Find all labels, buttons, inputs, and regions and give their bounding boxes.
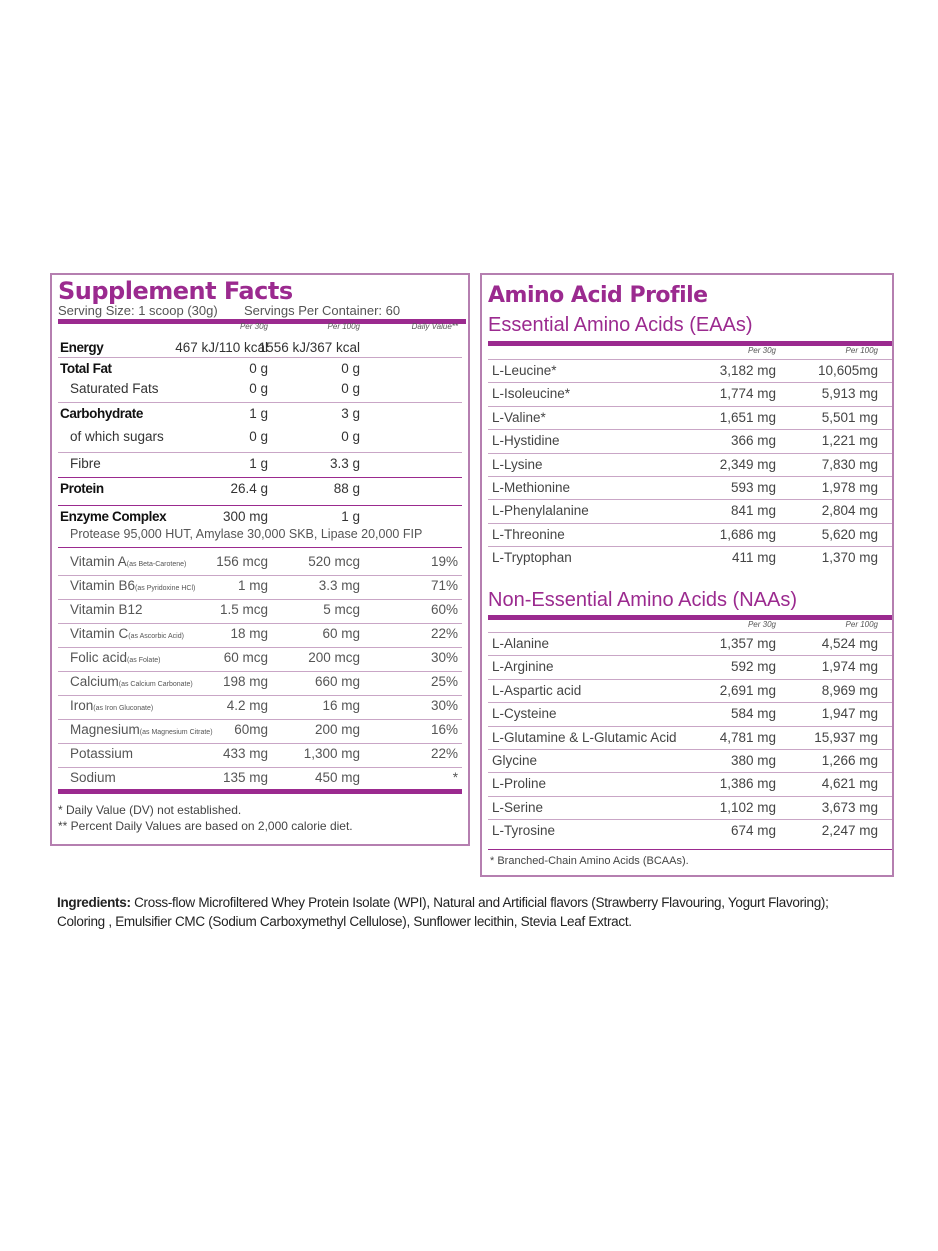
vitamin-note: (as Folate) [127, 657, 161, 664]
amino-per30: 366 mg [730, 433, 776, 449]
vitamin-per100: 5 mcg [323, 602, 360, 617]
amino-per100: 4,621 mg [821, 776, 878, 792]
vitamin-dv: 22% [430, 626, 458, 641]
amino-name: L-Proline [492, 776, 547, 792]
vitamin-row [52, 719, 468, 741]
divider [58, 599, 462, 600]
vitamin-row [52, 575, 468, 597]
vitamin-label: Potassium [70, 746, 134, 761]
amino-per100: 2,247 mg [821, 823, 878, 839]
vitamin-row [52, 599, 468, 621]
amino-name: L-Phenylalanine [492, 503, 589, 519]
nutrient-per30: 467 kJ/110 kcal [175, 340, 268, 355]
ingredients [57, 893, 857, 931]
vitamin-row [52, 671, 468, 693]
vitamin-name [70, 743, 133, 768]
amino-name: L-Glutamine & L-Glutamic Acid [492, 729, 677, 745]
vitamin-label: Vitamin B12 [70, 602, 143, 617]
vitamin-row [52, 767, 468, 789]
vitamin-label: Sodium [70, 770, 116, 785]
header-per100: Per 100g [845, 620, 878, 629]
amino-per100: 15,937 mg [814, 729, 878, 745]
amino-row [482, 547, 892, 569]
divider [58, 575, 462, 576]
vitamin-name [70, 575, 195, 600]
amino-per100: 1,266 mg [821, 753, 878, 768]
header-per100: Per 100g [845, 346, 878, 355]
vitamin-label: Vitamin B6 [70, 578, 136, 593]
amino-name: L-Threonine [492, 526, 565, 542]
nutrient-label: Protein [60, 481, 104, 496]
nutrient-label: of which sugars [70, 429, 164, 444]
serving-size: Serving Size: 1 scoop (30g) [58, 303, 218, 318]
nutrient-row [52, 506, 468, 528]
ingredients-text: Cross-flow Microfiltered Whey Protein Isolate (WPI), Natural and Artificial flavors (Strawberry Flavouring, Yogurt Flavoring); Coloring , Emulsifier CMC (Sodium Carboxymethyl Cellulose), Sunflower lecithin, Stevia Leaf Extract. [57, 895, 829, 929]
nutrient-label: Saturated Fats [70, 381, 159, 396]
amino-per30: 1,651 mg [719, 409, 776, 425]
vitamin-name [70, 671, 193, 696]
divider [58, 743, 462, 744]
servings-per-container: Servings Per Container: 60 [244, 303, 401, 318]
nutrient-label: Enzyme Complex [60, 509, 167, 524]
amino-per100: 1,947 mg [821, 706, 878, 722]
vitamin-dv: 16% [430, 722, 458, 737]
amino-per30: 1,386 mg [719, 776, 776, 792]
amino-row [482, 524, 892, 546]
amino-per30: 1,686 mg [719, 526, 776, 542]
amino-per100: 10,605mg [817, 363, 878, 378]
vitamin-per100: 520 mcg [308, 554, 360, 569]
vitamin-per30: 135 mg [222, 770, 268, 785]
amino-per100: 8,969 mg [821, 682, 878, 698]
amino-name: L-Isoleucine* [492, 386, 571, 402]
vitamin-note: (as Beta-Carotene) [126, 561, 187, 568]
nutrient-per30: 1 g [249, 456, 268, 471]
amino-per30: 592 mg [730, 659, 776, 675]
amino-row [482, 680, 892, 702]
nutrient-per100: 88 g [333, 481, 360, 496]
vitamin-name [70, 719, 213, 744]
vitamin-per30: 60mg [234, 722, 268, 737]
amino-name: Glycine [492, 753, 538, 768]
nutrient-per100: 3.3 g [329, 456, 360, 471]
vitamin-per30: 60 mcg [223, 650, 268, 665]
footnote-dv: * Daily Value (DV) not established. [58, 803, 242, 817]
vitamin-note: (as Magnesium Citrate) [139, 729, 213, 736]
nutrient-per30: 26.4 g [230, 481, 268, 496]
vitamin-per30: 1 mg [237, 578, 268, 593]
amino-name: L-Aspartic acid [492, 682, 582, 698]
vitamin-row [52, 743, 468, 765]
nutrient-per100: 0 g [341, 361, 360, 376]
amino-per30: 674 mg [730, 823, 776, 839]
amino-row [482, 500, 892, 522]
vitamin-name [70, 695, 153, 720]
footnote-percent: ** Percent Daily Values are based on 2,000 calorie diet. [58, 819, 353, 833]
nutrient-per30: 300 mg [222, 509, 268, 524]
vitamin-row [52, 551, 468, 573]
nutrient-row [52, 403, 468, 425]
amino-per100: 3,673 mg [821, 799, 878, 815]
nutrient-row [52, 358, 468, 380]
nutrient-per100: 0 g [341, 429, 360, 444]
amino-name: L-Methionine [492, 480, 571, 495]
column-headers [52, 320, 468, 334]
divider [58, 719, 462, 720]
nutrient-per30: 0 g [249, 361, 268, 376]
amino-per30: 1,102 mg [719, 799, 776, 815]
amino-per30: 593 mg [730, 480, 776, 495]
naa-title: Non-Essential Amino Acids (NAAs) [488, 589, 798, 611]
amino-row [482, 477, 892, 499]
nutrient-per100: 3 g [341, 406, 360, 421]
vitamin-note: (as Iron Gluconate) [93, 705, 154, 712]
amino-name: L-Hystidine [492, 433, 560, 449]
vitamin-per30: 4.2 mg [226, 698, 268, 713]
nutrient-per100: 1556 kJ/367 kcal [258, 340, 360, 355]
ingredients-label: Ingredients: [57, 895, 131, 910]
amino-row [482, 633, 892, 655]
vitamin-dv: 60% [430, 602, 458, 617]
amino-title: Amino Acid Profile [488, 283, 708, 308]
vitamin-row [52, 695, 468, 717]
amino-name: L-Valine* [492, 409, 546, 425]
divider [58, 452, 462, 453]
header-per100: Per 100g [327, 322, 360, 331]
amino-row [482, 656, 892, 678]
divider [488, 849, 892, 850]
nutrient-label: Carbohydrate [60, 406, 143, 421]
divider [58, 767, 462, 768]
vitamin-label: Folic acid [70, 650, 128, 665]
amino-per30: 380 mg [730, 753, 776, 768]
amino-per100: 5,501 mg [821, 409, 878, 425]
vitamin-note: (as Pyridoxine HCl) [135, 585, 196, 592]
amino-per100: 1,978 mg [821, 480, 878, 495]
vitamin-dv: 25% [430, 674, 458, 689]
amino-per30: 411 mg [731, 550, 776, 566]
vitamin-dv: 30% [430, 698, 458, 713]
divider [58, 671, 462, 672]
nutrient-per30: 0 g [249, 381, 268, 396]
amino-row [482, 703, 892, 725]
vitamin-row [52, 647, 468, 669]
amino-row [482, 430, 892, 452]
nutrient-row [52, 426, 468, 448]
divider [58, 695, 462, 696]
supplement-facts-panel [50, 273, 470, 846]
divider-bar [58, 789, 462, 794]
amino-name: L-Leucine* [492, 363, 557, 378]
amino-per30: 4,781 mg [719, 729, 776, 745]
nutrient-per30: 0 g [249, 429, 268, 444]
amino-name: L-Alanine [492, 636, 550, 651]
vitamin-label: Vitamin C [70, 626, 129, 641]
vitamin-row [52, 623, 468, 645]
amino-row [482, 383, 892, 405]
amino-row [482, 407, 892, 429]
nutrient-label: Energy [60, 340, 104, 355]
eaa-column-headers [482, 345, 892, 357]
amino-per100: 4,524 mg [821, 636, 878, 651]
vitamin-per30: 198 mg [222, 674, 268, 689]
amino-per30: 841 mg [730, 503, 776, 519]
amino-name: L-Serine [492, 799, 544, 815]
nutrient-label: Total Fat [60, 361, 112, 376]
vitamin-label: Magnesium [70, 722, 140, 737]
header-dv: Daily Value** [411, 322, 458, 331]
eaa-title: Essential Amino Acids (EAAs) [488, 314, 753, 336]
vitamin-per30: 433 mg [222, 746, 268, 761]
naa-column-headers [482, 619, 892, 631]
vitamin-name [70, 551, 186, 576]
vitamin-per100: 1,300 mg [303, 746, 360, 761]
supplement-facts-title: Supplement Facts [58, 277, 293, 305]
vitamin-per100: 200 mg [314, 722, 360, 737]
amino-name: L-Arginine [492, 659, 554, 675]
amino-per100: 7,830 mg [821, 456, 878, 472]
amino-per30: 584 mg [730, 706, 776, 722]
vitamin-per100: 3.3 mg [318, 578, 360, 593]
nutrient-row [52, 378, 468, 400]
amino-acid-panel [480, 273, 894, 877]
amino-per30: 2,349 mg [719, 456, 776, 472]
divider [58, 547, 462, 548]
divider [58, 623, 462, 624]
divider [58, 477, 462, 478]
amino-per30: 3,182 mg [719, 363, 776, 378]
vitamin-label: Calcium [70, 674, 119, 689]
nutrient-row [52, 478, 468, 500]
vitamin-dv: * [452, 770, 458, 785]
vitamin-name [70, 647, 161, 672]
vitamin-label: Iron [70, 698, 94, 713]
amino-row [482, 454, 892, 476]
vitamin-dv: 22% [430, 746, 458, 761]
divider [58, 357, 462, 358]
vitamin-per100: 660 mg [314, 674, 360, 689]
vitamin-per30: 18 mg [230, 626, 268, 641]
amino-row [482, 820, 892, 842]
divider [58, 402, 462, 403]
vitamin-note: (as Calcium Carbonate) [118, 681, 193, 688]
amino-row [482, 727, 892, 749]
vitamin-per100: 450 mg [314, 770, 360, 785]
amino-per100: 5,620 mg [821, 526, 878, 542]
amino-row [482, 360, 892, 382]
amino-name: L-Tryptophan [492, 550, 572, 566]
enzyme-detail: Protease 95,000 HUT, Amylase 30,000 SKB, Lipase 20,000 FIP [70, 527, 423, 541]
amino-per100: 1,370 mg [821, 550, 878, 566]
vitamin-per100: 16 mg [322, 698, 360, 713]
nutrient-row [52, 337, 468, 359]
nutrient-per30: 1 g [249, 406, 268, 421]
vitamin-note: (as Ascorbic Acid) [128, 633, 184, 640]
divider [58, 647, 462, 648]
amino-per30: 1,357 mg [719, 636, 776, 651]
divider [58, 505, 462, 506]
amino-name: L-Cysteine [492, 706, 557, 722]
amino-per100: 2,804 mg [821, 503, 878, 519]
amino-per100: 1,221 mg [821, 433, 878, 449]
amino-per100: 5,913 mg [821, 386, 878, 402]
amino-row [482, 797, 892, 819]
amino-per100: 1,974 mg [821, 659, 878, 675]
header-per30: Per 30g [747, 346, 776, 355]
nutrient-per100: 0 g [341, 381, 360, 396]
amino-row [482, 773, 892, 795]
header-per30: Per 30g [239, 322, 268, 331]
header-per30: Per 30g [747, 620, 776, 629]
vitamin-dv: 30% [430, 650, 458, 665]
vitamin-per30: 156 mcg [216, 554, 268, 569]
nutrient-label: Fibre [70, 456, 101, 471]
nutrient-per100: 1 g [341, 509, 360, 524]
nutrient-row [52, 453, 468, 475]
vitamin-per30: 1.5 mcg [219, 602, 268, 617]
amino-per30: 2,691 mg [719, 682, 776, 698]
amino-row [482, 750, 892, 772]
amino-per30: 1,774 mg [719, 386, 776, 402]
amino-name: L-Tyrosine [492, 823, 556, 839]
vitamin-per100: 200 mcg [308, 650, 360, 665]
bcaa-footnote: * Branched-Chain Amino Acids (BCAAs). [490, 855, 689, 867]
amino-name: L-Lysine [492, 456, 543, 472]
vitamin-name [70, 623, 184, 648]
vitamin-name [70, 599, 143, 624]
vitamin-dv: 71% [430, 578, 458, 593]
vitamin-dv: 19% [430, 554, 458, 569]
vitamin-per100: 60 mg [322, 626, 360, 641]
vitamin-label: Vitamin A [70, 554, 127, 569]
